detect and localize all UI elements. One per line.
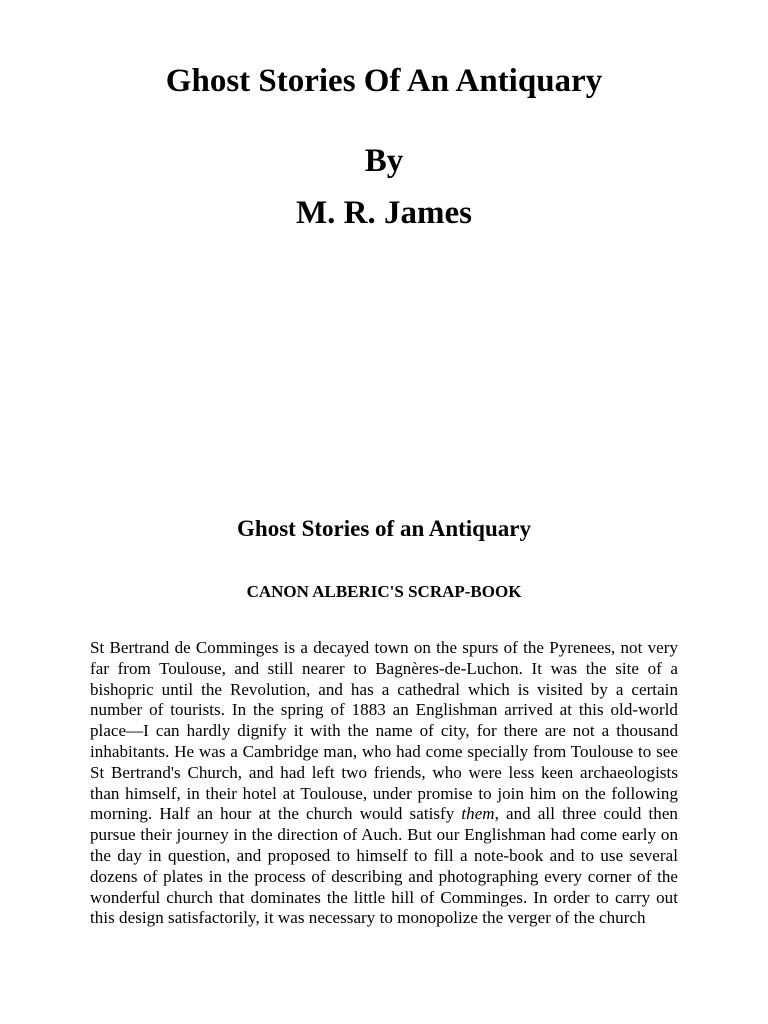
book-title: Ghost Stories Of An Antiquary	[165, 63, 603, 99]
paragraph-text-part1: St Bertrand de Comminges is a decayed town on the spurs of the Pyrenees, not very far from Toulouse, and still nearer to Bagnères-de-Luchon. It was the site of a bishopric until the Revolution, and has a cathedral which is visited by a certain number of tourists. In the spring of 1883 an Englishman arrived at this old-world place—I can hardly dignify it with the name of city, for there are not a thousand inhabitants. He was a Cambridge man, who had come specially from Toulouse to see St Bertrand's Church, and had left two friends, who were less keen archaeologists than himself, in their hotel at Toulouse, under promise to join him on the following morning. Half an hour at the church would satisfy	[90, 638, 678, 824]
chapter-title: CANON ALBERIC'S SCRAP-BOOK	[246, 582, 522, 601]
paragraph-text-part2: , and all three could then pursue their journey in the direction of Auch. But our Englishman had come early on the day in question, and proposed to himself to fill a note-book and to use several dozens of plates in the process of describing and photographing every corner of the wonderful church that dominates the little hill of Comminges. In order to carry out this design satisfactorily, it was necessary to monopolize the verger of the church	[90, 804, 678, 928]
by-label: By	[364, 143, 404, 179]
author-name: M. R. James	[296, 195, 472, 231]
section-title: Ghost Stories of an Antiquary	[237, 516, 531, 541]
paragraph-emphasis: them	[461, 804, 495, 824]
body-paragraph	[90, 638, 678, 929]
